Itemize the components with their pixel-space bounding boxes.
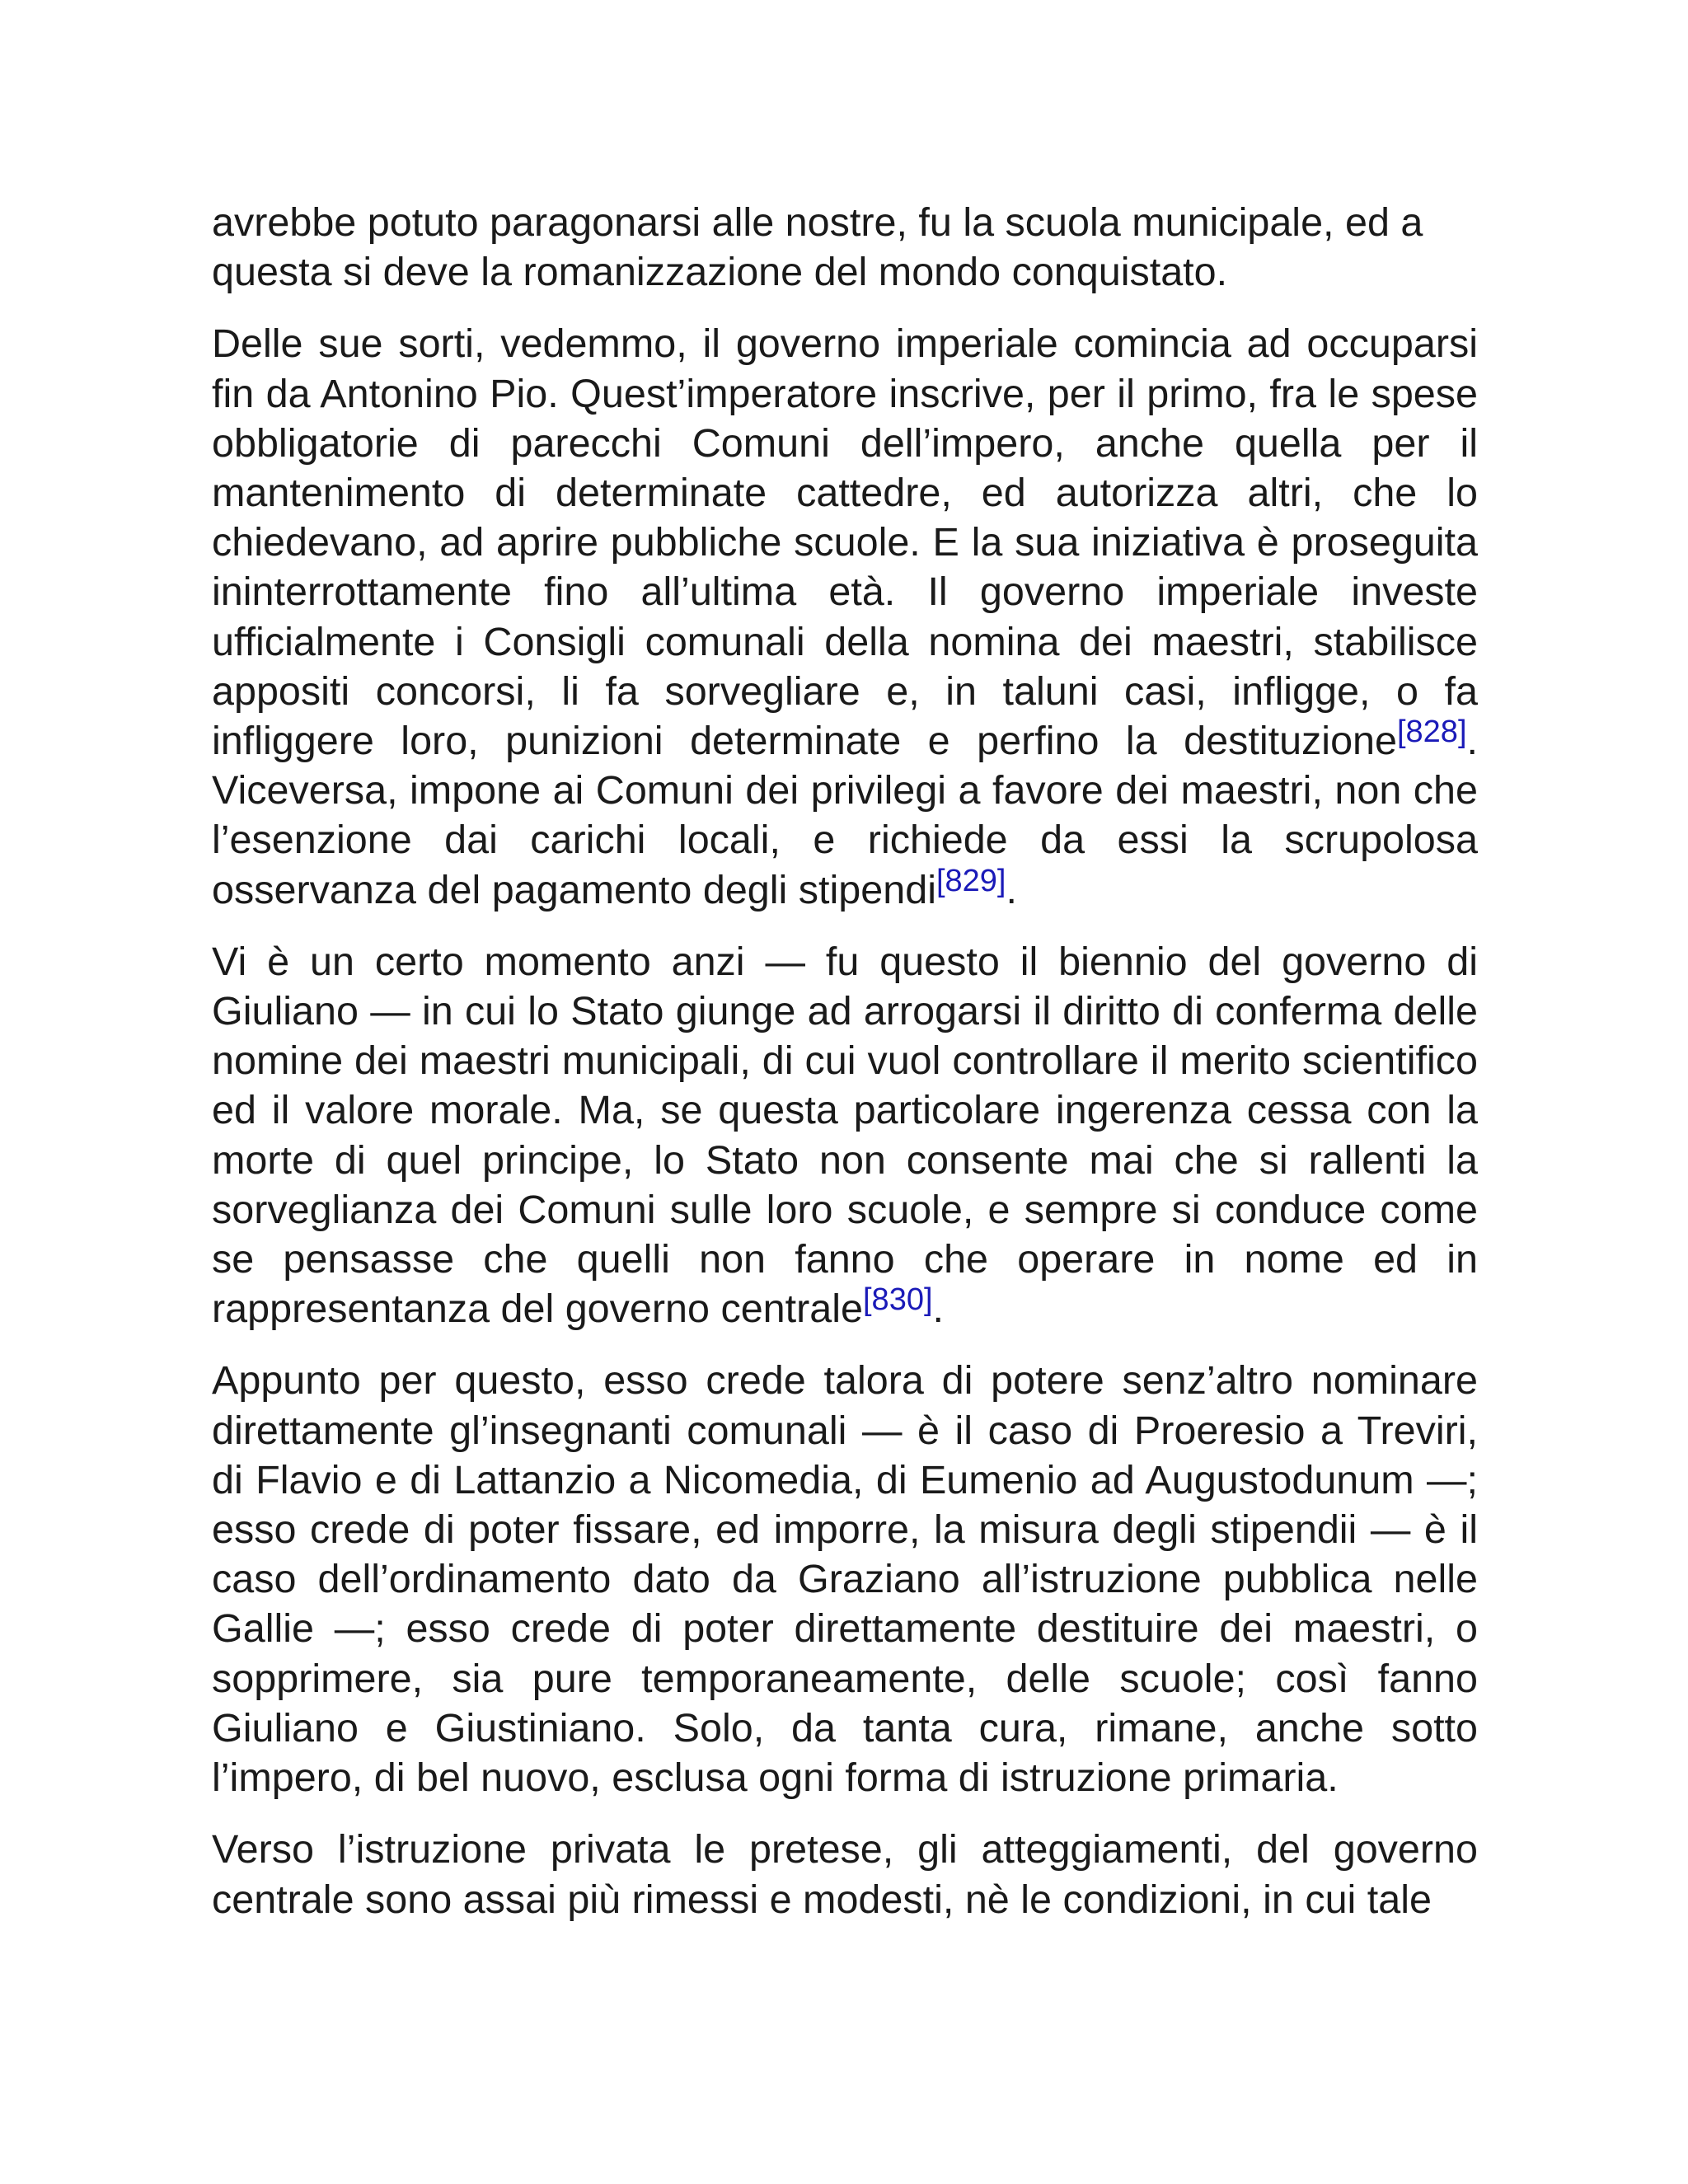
paragraph-2-text-2: . Viceversa, impone ai Comuni dei privilegi a favore dei maestri, non che l’esenzione dai carichi locali, e richiede da essi la scrupolosa osservanza del pagamento degli stipendi — [212, 719, 1478, 912]
paragraph-2 — [212, 319, 1478, 914]
paragraph-5-text: Verso l’istruzione privata le pretese, gli atteggiamenti, del governo centrale sono assai più rimessi e modesti, nè le condizioni, in cui tale — [212, 1827, 1478, 1922]
paragraph-5 — [212, 1825, 1478, 1924]
paragraph-3-text-2: . — [932, 1286, 945, 1332]
paragraph-1 — [212, 198, 1478, 297]
paragraph-4-text: Appunto per questo, esso crede talora di potere senz’altro nominare direttamente gl’insegnanti comunali — è il caso di Proeresio a Treviri, di Flavio e di Lattanzio a Nicomedia, di Eumenio ad Augustodunum —; esso crede di poter fissare, ed imporre, la misura degli stipendii — è il caso dell’ordinamento dato da Graziano all’istruzione pubblica nelle Gallie —; esso crede di poter direttamente destituire dei maestri, o sopprimere, sia pure temporaneamente, delle scuole; così fanno Giuliano e Giustiniano. Solo, da tanta cura, rimane, anche sotto l’impero, di bel nuovo, esclusa ogni forma di istruzione primaria. — [212, 1358, 1478, 1801]
paragraph-2-text-3: . — [1006, 867, 1017, 912]
footnote-link-829[interactable]: [829] — [935, 863, 1006, 898]
paragraph-1-text: avrebbe potuto paragonarsi alle nostre, fu la scuola municipale, ed a questa si deve la romanizzazione del mondo conquistato. — [212, 200, 1423, 295]
paragraph-4 — [212, 1356, 1478, 1802]
paragraph-2-text-1: Delle sue sorti, vedemmo, il governo imperiale comincia ad occuparsi fin da Antonino Pio. Quest’imperatore inscrive, per il primo, fra le spese obbligatorie di parecchi Comuni dell’impero, anche quella per il mantenimento di determinate cattedre, ed autorizza altri, che lo chiedevano, ad aprire pubbliche scuole. E la sua iniziativa è proseguita ininterrottamente fino all’ultima età. Il governo imperiale investe ufficialmente i Consigli comunali della nomina dei maestri, stabilisce appositi concorsi, li fa sorvegliare e, in taluni casi, infligge, o fa infliggere loro, punizioni determinate e perfino la destituzione — [212, 321, 1478, 764]
footnote-link-828[interactable]: [828] — [1396, 715, 1467, 750]
document-page — [212, 198, 1478, 1924]
footnote-link-830[interactable]: [830] — [863, 1282, 933, 1318]
paragraph-3 — [212, 937, 1478, 1334]
paragraph-3-text-1: Vi è un certo momento anzi — fu questo il biennio del governo di Giuliano — in cui lo Stato giunge ad arrogarsi il diritto di conferma delle nomine dei maestri municipali, di cui vuol controllare il merito scientifico ed il valore morale. Ma, se questa particolare ingerenza cessa con la morte di quel principe, lo Stato non consente mai che si rallenti la sorveglianza dei Comuni sulle loro scuole, e sempre si conduce come se pensasse che quelli non fanno che operare in nome ed in rappresentanza del governo centrale — [212, 939, 1478, 1332]
